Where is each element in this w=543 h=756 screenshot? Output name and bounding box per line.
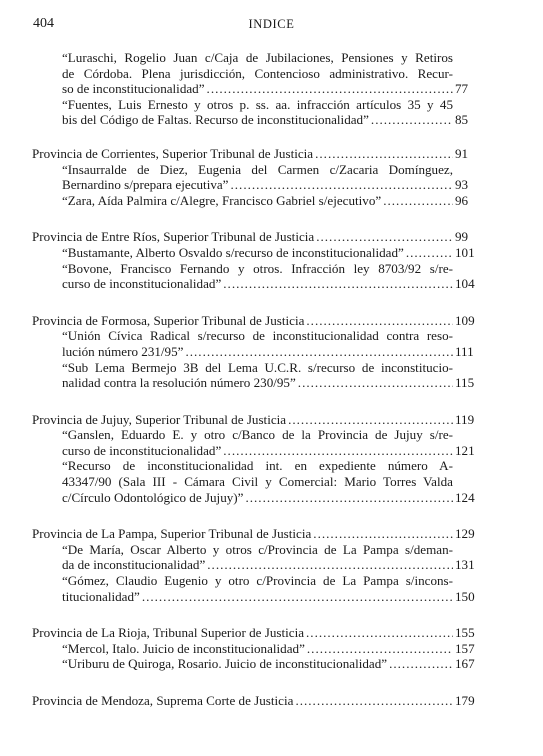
entry-last-line-text: titucionalidad” [62, 588, 140, 604]
entry-last-line-text: “Zara, Aída Palmira c/Alegre, Francisco Gabriel s/ejecutivo” [62, 192, 382, 208]
dot-leader [207, 81, 453, 97]
entry-last-line-text: so de inconstitucionalidad” [62, 81, 205, 97]
page-number: 404 [33, 16, 54, 31]
toc-entry [32, 97, 487, 128]
dot-leader [306, 313, 453, 329]
section-heading [32, 412, 487, 428]
section-heading-text: Provincia de Entre Ríos, Superior Tribunal de Justicia [32, 229, 315, 245]
section-heading [32, 229, 487, 245]
dot-leader [315, 146, 453, 162]
entry-last-line-text: “Bustamante, Alberto Osvaldo s/recurso de inconstitucionalidad” [62, 244, 404, 260]
entry-last-line-text: da de inconstitucionalidad” [62, 557, 206, 573]
dot-leader [298, 375, 453, 391]
section-heading-page-number: 129 [455, 526, 475, 542]
dot-leader [185, 344, 453, 360]
entry-last-line-text: “Mercol, Italo. Juicio de inconstitucionalidad” [62, 640, 305, 656]
entry-line: “Luraschi, Rogelio Juan c/Caja de Jubilaciones, Pensiones y Retiros [62, 50, 453, 65]
entry-last-line [32, 557, 487, 573]
entry-line: “Recurso de inconstitucionalidad int. en expediente número A- [62, 458, 453, 474]
entry-line: “Insaurralde de Diez, Eugenia del Carmen c/Zacaria Domínguez, [62, 161, 453, 177]
dot-leader [383, 193, 453, 209]
section-heading-text: Provincia de La Pampa, Superior Tribunal de Justicia [32, 526, 312, 542]
section-heading-text: Provincia de Corrientes, Superior Tribunal de Justicia [32, 145, 314, 161]
dot-leader [223, 276, 453, 292]
dot-leader [245, 490, 453, 506]
entry-last-line-page-number: 124 [455, 489, 475, 505]
entry-line: 43347/90 (Sala III - Cámara Civil y Comercial: Mario Torres Valda [62, 474, 453, 490]
dot-leader [223, 443, 453, 459]
entry-last-line-page-number: 104 [455, 276, 475, 292]
toc-section [32, 625, 487, 672]
toc-entry [32, 162, 487, 193]
entry-last-line [32, 490, 487, 506]
section-heading-text: Provincia de Mendoza, Suprema Corte de Justicia [32, 693, 294, 708]
entry-last-line-page-number: 101 [455, 244, 475, 260]
dot-leader [295, 693, 453, 709]
toc-section [32, 313, 487, 391]
entry-last-line [32, 112, 487, 128]
entry-last-line-page-number: 115 [455, 375, 475, 391]
dot-leader [207, 557, 453, 573]
toc-section [32, 229, 487, 291]
dot-leader [316, 229, 453, 245]
entry-last-line-page-number: 93 [455, 177, 469, 193]
dot-leader [406, 245, 453, 261]
section-heading-page-number: 91 [455, 145, 469, 161]
entry-last-line-text: “Uriburu de Quiroga, Rosario. Juicio de inconstitucionalidad” [62, 656, 388, 672]
entry-last-line [32, 375, 487, 391]
dot-leader [307, 641, 453, 657]
toc-entry [32, 245, 487, 261]
entry-last-line-page-number: 131 [455, 557, 475, 573]
toc-entry [32, 641, 487, 657]
entry-last-line [32, 344, 487, 360]
entry-last-line-page-number: 96 [455, 192, 469, 208]
section-heading [32, 625, 487, 641]
toc-entry [32, 573, 487, 604]
entry-last-line [32, 656, 487, 672]
section-heading-page-number: 99 [455, 229, 469, 245]
section-heading-text: Provincia de Formosa, Superior Tribunal de Justicia [32, 312, 305, 328]
entry-last-line [32, 81, 487, 97]
entry-last-line-page-number: 150 [455, 588, 475, 604]
entry-line: “Fuentes, Luis Ernesto y otros p. ss. aa. infracción artículos 35 y 45 [62, 96, 453, 112]
dot-leader [371, 112, 453, 128]
section-heading [32, 313, 487, 329]
toc-entry [32, 427, 487, 458]
toc-entry [32, 360, 487, 391]
toc-entry [32, 328, 487, 359]
dot-leader [313, 526, 453, 542]
entry-last-line [32, 443, 487, 459]
toc-entry [32, 458, 487, 505]
toc-section [32, 412, 487, 506]
table-of-contents [32, 50, 487, 730]
toc-section [32, 146, 487, 208]
dot-leader [142, 589, 453, 605]
entry-line: de Córdoba. Plena jurisdicción, Contencioso administrativo. Recur- [62, 65, 453, 81]
entry-last-line-page-number: 77 [455, 81, 469, 97]
toc-section [32, 693, 487, 709]
entry-last-line-text: curso de inconstitucionalidad” [62, 276, 222, 292]
entry-last-line-text: c/Círculo Odontológico de Jujuy)” [62, 489, 244, 505]
entry-last-line-text: Bernardino s/prepara ejecutiva” [62, 177, 229, 193]
section-heading [32, 526, 487, 542]
entry-last-line [32, 177, 487, 193]
section-heading [32, 146, 487, 162]
entry-line: “Unión Cívica Radical s/recurso de inconstitucionalidad contra reso- [62, 328, 453, 344]
dot-leader [306, 625, 453, 641]
section-heading-page-number: 109 [455, 312, 475, 328]
section-heading-page-number: 155 [455, 625, 475, 641]
toc-entry [32, 193, 487, 209]
entry-last-line-page-number: 111 [455, 343, 474, 359]
section-heading-text: Provincia de La Rioja, Tribunal Superior de Justicia [32, 625, 305, 641]
entry-last-line-text: bis del Código de Faltas. Recurso de inconstitucionalidad” [62, 112, 369, 128]
section-heading [32, 693, 487, 709]
entry-last-line-page-number: 121 [455, 442, 475, 458]
entry-last-line-text: nalidad contra la resolución número 230/95” [62, 375, 296, 391]
entry-last-line-text: curso de inconstitucionalidad” [62, 442, 222, 458]
toc-entry [32, 542, 487, 573]
toc-entry [32, 50, 487, 97]
entry-last-line-page-number: 157 [455, 640, 475, 656]
dot-leader [231, 177, 454, 193]
entry-last-line [32, 276, 487, 292]
toc-section [32, 50, 487, 128]
section-heading-page-number: 179 [455, 693, 475, 708]
entry-last-line [32, 641, 487, 657]
entry-last-line-page-number: 167 [455, 656, 475, 672]
entry-line: “Sub Lema Bermejo 3B del Lema U.C.R. s/recurso de inconstitucio- [62, 359, 453, 375]
entry-last-line [32, 245, 487, 261]
toc-section [32, 526, 487, 604]
dot-leader [288, 412, 453, 428]
running-title: INDICE [248, 17, 295, 31]
entry-last-line-page-number: 85 [455, 112, 469, 128]
toc-entry [32, 261, 487, 292]
entry-last-line-text: lución número 231/95” [62, 343, 184, 359]
entry-line: “Gómez, Claudio Eugenio y otro c/Provincia de La Pampa s/incons- [62, 573, 453, 589]
entry-line: “De María, Oscar Alberto y otros c/Provincia de La Pampa s/deman- [62, 541, 453, 557]
entry-last-line [32, 589, 487, 605]
entry-last-line [32, 193, 487, 209]
entry-line: “Bovone, Francisco Fernando y otros. Infracción ley 8703/92 s/re- [62, 260, 453, 276]
section-heading-text: Provincia de Jujuy, Superior Tribunal de Justicia [32, 411, 287, 427]
section-heading-page-number: 119 [455, 411, 475, 427]
entry-line: “Ganslen, Eduardo E. y otro c/Banco de la Provincia de Jujuy s/re- [62, 427, 453, 443]
toc-entry [32, 656, 487, 672]
dot-leader [389, 656, 453, 672]
